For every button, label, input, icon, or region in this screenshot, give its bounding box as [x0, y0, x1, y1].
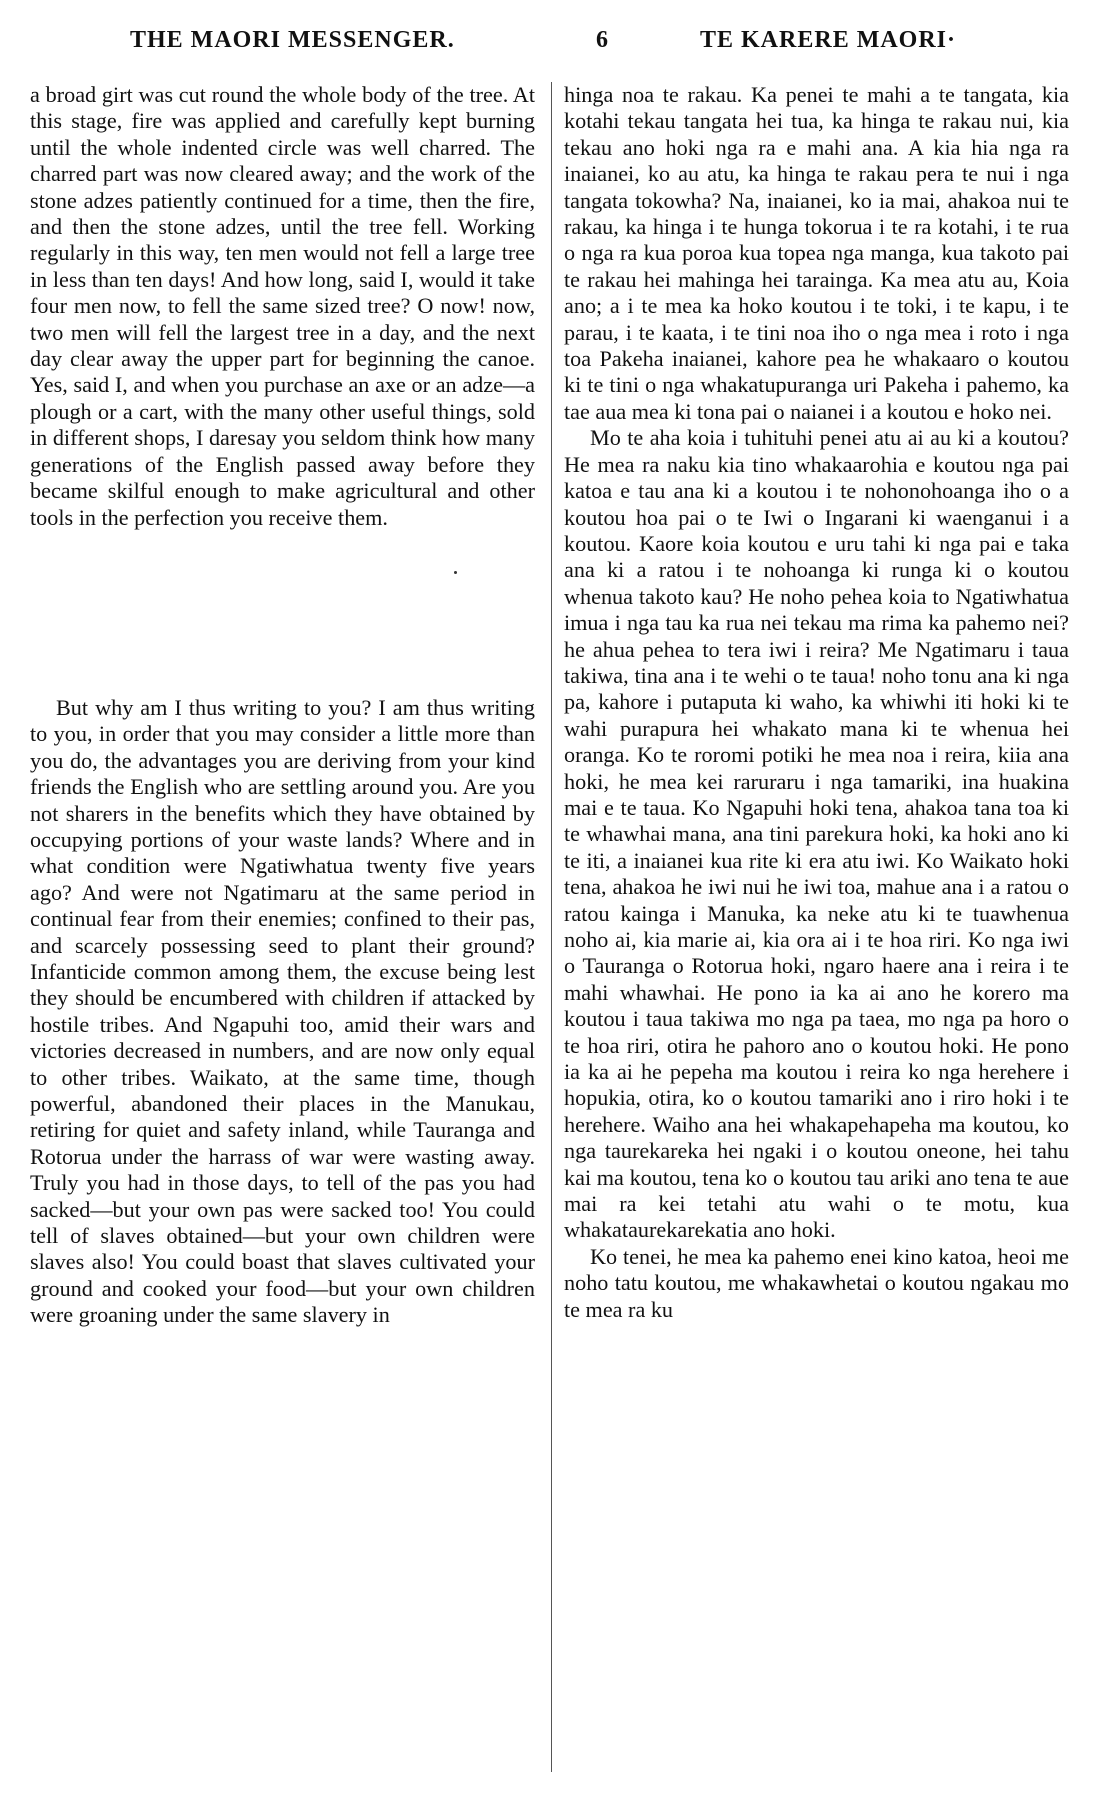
stray-mark [454, 571, 457, 574]
page-number: 6 [596, 27, 609, 53]
maori-paragraph-3: Ko tenei, he mea ka pahemo enei kino katoa, heoi me noho tatu koutou, me whakawhetai o koutou ngakau mo te mea ra ku [564, 1243, 1069, 1322]
text-columns [30, 82, 1084, 1772]
maori-column [564, 82, 1069, 1772]
column-spacer [30, 571, 535, 695]
maori-paragraph-2: Mo te aha koia i tuhituhi penei atu ai au ki a koutou? He mea ra naku kia tino whakaarohia e koutou nga pai katoa e tau ana ki a koutou i te nohonohoanga iho o a koutou hoa pai o te Iwi o Ingarani ki waenganui i a koutou. Kaore koia koutou e uru tahi ki nga pai e taka ana ki a ratou i te nohoanga ki runga ki o koutou whenua takoto kau? He noho pehea koia to Ngatiwhatua imua i nga tau ka rua nei tekau ma rima ka pahemo nei? he ahua pehea to tera iwi i reira? Me Ngatimaru i taua takiwa, tina ana i te wehi o te taua! noho tonu ana ki nga pa, kahore i putaputa ki waho, ka whiwhi iti hoki ki te wahi purapura hei whakato mana ki te whenua hei oranga. Ko te roromi potiki he mea noa i reira, kiia ana hoki, he mea kei raruraru i nga tamariki, ina huakina mai e te taua. Ko Ngapuhi hoki tena, ahakoa tana toa ki te whawhai mana, ana tini parekura hoki, ka hoki ano ki te iti, a inaianei kua rite ki era atu iwi. Ko Waikato hoki tena, ahakoa he iwi nui he iwi toa, mahue ana i a ratou o ratou kainga i Manuka, ka neke atu ki te tuawhenua noho ai, kia marie ai, kia ora ai i te hoa riri. Ko nga iwi o Tauranga o Rotorua hoki, ngaro haere ana i reira i te mahi whawhai. He pono ia ka ai ano he korero ma koutou i taua takiwa mo nga pa taea, mo nga pa horo o te hoa riri, otira he pahoro ano o koutou hoki. He pono ia ka ai he pepeha ma koutou i reira ko nga herehere i hopukia, otira, ko o koutou tamariki ano i riro hoki i te herehere. Waiho ana hei whakapehapeha ma koutou, ko nga taurekareka hei ngaki i o koutou oneone, hei tahu kai ma koutou, tena ko o koutou tau ariki ano tena te aue mai ra kei tetahi atu wahi o te motu, kua whakataurekarekatia ano hoki. [564, 425, 1069, 1243]
english-column [30, 82, 535, 1772]
maori-title: TE KARERE MAORI· [700, 27, 957, 53]
english-title: THE MAORI MESSENGER. [130, 27, 455, 53]
english-paragraph-1: a broad girt was cut round the whole body of the tree. At this stage, fire was applied and carefully kept burning until the whole indented circle was well charred. The charred part was now cleared away; and the work of the stone adzes patiently continued for a time, then the fire, and then the stone adzes, until the tree fell. Working regularly in this way, ten men would not fell a large tree in less than ten days! And how long, said I, would it take four men now, to fell the same sized tree? O now! now, two men will fell the largest tree in a day, and the next day clear away the upper part for beginning the canoe. Yes, said I, and when you purchase an axe or an adze—a plough or a cart, with the many other useful things, sold in different shops, I daresay you seldom think how many generations of the English passed away before they became skilful enough to make agricultural and other tools in the perfection you receive them. [30, 82, 535, 530]
column-divider [551, 82, 552, 1772]
maori-paragraph-1: hinga noa te rakau. Ka penei te mahi a te tangata, kia kotahi tekau tangata hei tua, ka hinga te rakau nui, kia tekau ano hoki nga ra e mahi ana. A kia hia nga ra inaianei, ko au atu, ka hinga te rakau pera te nui i nga tangata tokowha? Na, inaianei, ko ia mai, ahakoa nui te rakau, ka hinga i te hunga tokorua i te ra kotahi, i te rua o nga ra kua poroa kua topea nga manga, kua takoto pai te rakau hei mahinga hei tarainga. Ka mea atu au, Koia ano; a i te mea ka hoko koutou i te toki, i te kapu, i te parau, i te kaata, i te tini noa iho o nga mea i roto i nga toa Pakeha inaianei, kahore pea he whakaaro o koutou ki te tini o nga whakatupuranga uri Pakeha i pahemo, ka tae aua mea ki tona pai o naianei i a koutou e hoko nei. [564, 82, 1069, 424]
english-paragraph-2: But why am I thus writing to you? I am thus writing to you, in order that you may consider a little more than you do, the advantages you are deriving from your kind friends the English who are settling around you. Are you not sharers in the benefits which they have obtained by occupying portions of your waste lands? Where and in what condition were Ngatiwhatua twenty five years ago? And were not Ngatimaru at the same period in continual fear from their enemies; confined to their pas, and scarcely possessing seed to plant their ground? Infanticide common among them, the excuse being lest they should be encumbered with children if attacked by hostile tribes. And Ngapuhi too, amid their wars and victories decreased in numbers, and are now only equal to other tribes. Waikato, at the same time, though powerful, abandoned their places in the Manukau, retiring for quiet and safety inland, while Tauranga and Rotorua under the harrass of war were wasting away. Truly you had in those days, to tell of the pas you had sacked—but your own pas were sacked too! You could tell of slaves obtained—but your own children were slaves also! You could boast that slaves cultivated your ground and cooked your food—but your own children were groaning under the same slavery in [30, 694, 535, 1328]
masthead [30, 24, 1084, 64]
